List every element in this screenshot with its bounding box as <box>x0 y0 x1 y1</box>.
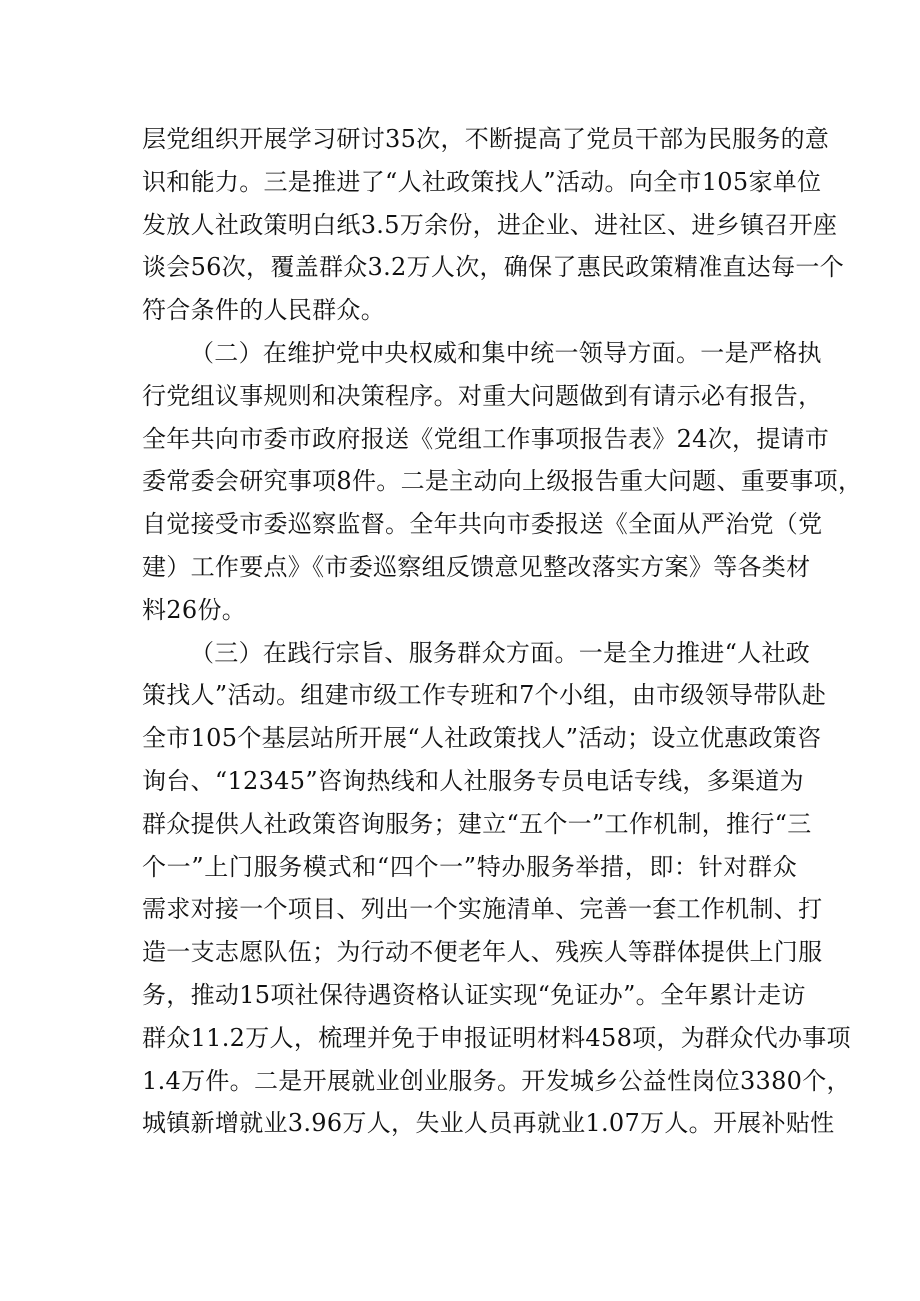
text-line: 1.4万件。二是开展就业创业服务。开发城乡公益性岗位3380个， <box>142 1066 851 1095</box>
text-line: 发放人社政策明白纸3.5万余份，进企业、进社区、进乡镇召开座 <box>142 210 838 239</box>
text-line: 行党组议事规则和决策程序。对重大问题做到有请示必有报告， <box>142 381 823 410</box>
text-line: 务，推动15项社保待遇资格认证实现“免证办”。全年累计走访 <box>142 980 806 1009</box>
text-line: 自觉接受市委巡察监督。全年共向市委报送《全面从严治党（党 <box>142 510 823 539</box>
text-line: 建）工作要点》《市委巡察组反馈意见整改落实方案》等各类材 <box>142 552 811 581</box>
paragraph-section-3 <box>142 632 851 1146</box>
paragraph-section-2 <box>142 332 863 632</box>
document-body <box>142 118 863 1145</box>
text-line: 需求对接一个项目、列出一个实施清单、完善一套工作机制、打 <box>142 895 823 924</box>
text-line: 询台、“12345”咨询热线和人社服务专员电话专线，多渠道为 <box>142 766 804 795</box>
text-line: 群众11.2万人，梳理并免于申报证明材料458项，为群众代办事项 <box>142 1023 851 1052</box>
text-line: 策找人”活动。组建市级工作专班和7个小组，由市级领导带队赴 <box>142 681 827 710</box>
text-line: 识和能力。三是推进了“人社政策找人”活动。向全市105家单位 <box>142 167 822 196</box>
section-heading-line: （三）在践行宗旨、服务群众方面。一是全力推进“人社政 <box>190 638 811 667</box>
text-line: 城镇新增就业3.96万人，失业人员再就业1.07万人。开展补贴性 <box>142 1109 835 1138</box>
text-line: 料26份。 <box>142 595 247 624</box>
paragraph-continued <box>142 118 845 332</box>
text-line: 委常委会研究事项8件。二是主动向上级报告重大问题、重要事项， <box>142 467 863 496</box>
text-line: 全市105个基层站所开展“人社政策找人”活动；设立优惠政策咨 <box>142 724 822 753</box>
text-line: 全年共向市委市政府报送《党组工作事项报告表》24次，提请市 <box>142 424 830 453</box>
text-line: 个一”上门服务模式和“四个一”特办服务举措，即：针对群众 <box>142 852 797 881</box>
text-line: 层党组织开展学习研讨35次，不断提高了党员干部为民服务的意 <box>142 125 830 153</box>
section-heading-line: （二）在维护党中央权威和集中统一领导方面。一是严格执 <box>190 338 822 367</box>
text-line: 符合条件的人民群众。 <box>142 296 385 325</box>
text-line: 群众提供人社政策咨询服务；建立“五个一”工作机制，推行“三 <box>142 809 812 838</box>
text-line: 谈会56次，覆盖群众3.2万人次，确保了惠民政策精准直达每一个 <box>142 253 845 282</box>
text-line: 造一支志愿队伍；为行动不便老年人、残疾人等群体提供上门服 <box>142 938 823 967</box>
